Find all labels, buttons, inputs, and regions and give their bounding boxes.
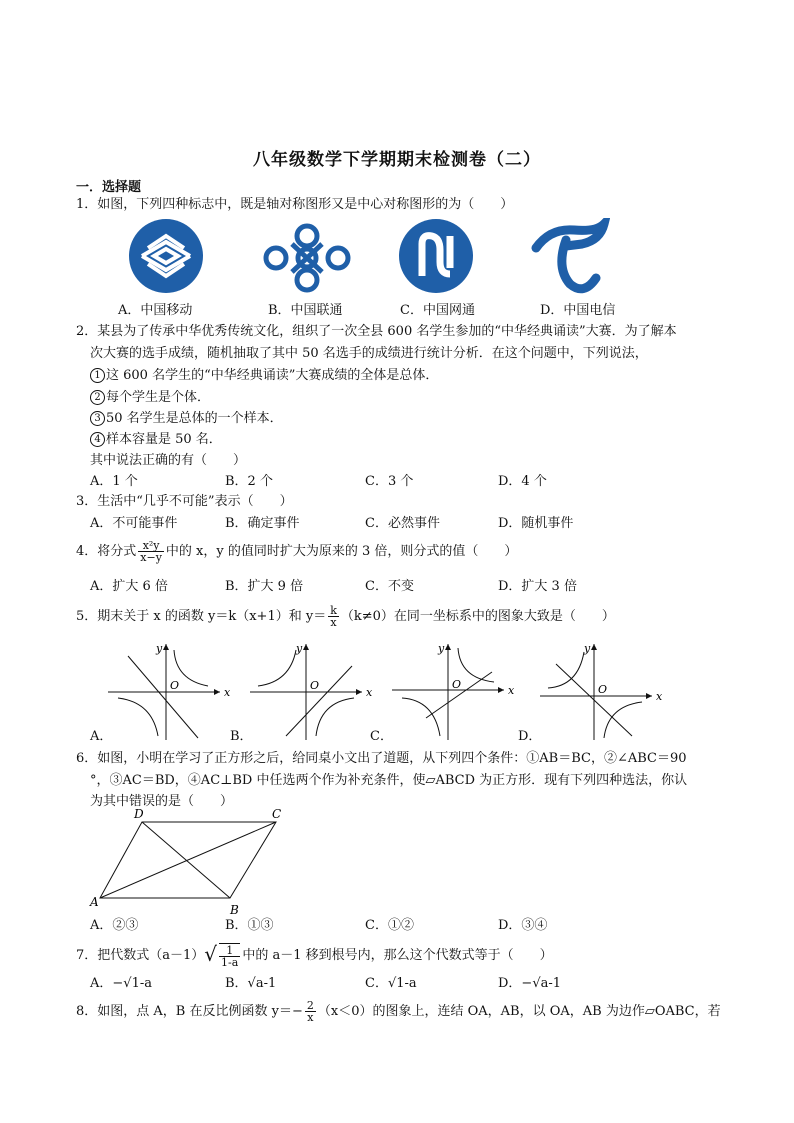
q7-option-c: C．√1-a — [365, 976, 417, 991]
q5-stem: 5．期末关于 x 的函数 y＝k（x+1）和 y＝ $\frac{k}{x}$ （k≠0）在同一坐标系中的图象大致是（ ） — [76, 604, 615, 629]
q2-statement-3: 3 50 名学生是总体的一个样本． — [90, 410, 283, 428]
q1-stem: 1．如图，下列四种标志中，既是轴对称图形又是中心对称图形的为（ ） — [76, 197, 514, 212]
radical-sign: √ — [204, 942, 218, 966]
china-telecom-logo — [530, 218, 610, 300]
circled-3: 3 — [90, 411, 105, 426]
svg-text:B: B — [230, 903, 239, 916]
q6-option-a: A．②③ — [90, 918, 139, 933]
circled-4: 4 — [90, 432, 105, 447]
q2-ask: 其中说法正确的有（ ） — [90, 453, 247, 468]
q3-option-a: A．不可能事件 — [90, 516, 178, 531]
section-heading: 一．选择题 — [76, 180, 142, 195]
svg-text:A: A — [90, 895, 99, 909]
q3-option-b: B．确定事件 — [225, 516, 300, 531]
q2-stem-1: 2．某县为了传承中华优秀传统文化，组织了一次全县 600 名学生参加的“中华经典诵读”大赛．为了解本 — [76, 324, 677, 339]
q3-option-c: C．必然事件 — [365, 516, 440, 531]
svg-text:O: O — [310, 679, 320, 692]
q7-option-a: A．−√1-a — [90, 976, 152, 991]
q5-graph-c — [392, 640, 524, 740]
q4-fraction: $\frac{\text{x²y}}{x-y}$ — [140, 539, 162, 564]
q8-stem: 8．如图，点 A，B 在反比例函数 y＝− $\frac{2}{x}$ （x＜0）的图象上，连结 OA，AB，以 OA，AB 为边作▱OABC，若 — [76, 999, 721, 1024]
q2-stem-2: 次大赛的选手成绩，随机抽取了其中 50 名选手的成绩进行统计分析．在这个问题中，下列说法， — [90, 346, 648, 361]
svg-text:O: O — [598, 683, 608, 696]
circled-2: 2 — [90, 390, 105, 405]
q1-option-d: D．中国电信 — [540, 303, 616, 318]
q6-line-1: 6．如图，小明在学习了正方形之后，给同桌小文出了道题，从下列四个条件：①AB＝BC，②∠ABC＝90 — [76, 751, 687, 766]
q5-label-a: A． — [90, 729, 113, 744]
svg-text:y: y — [584, 642, 591, 655]
svg-text:C: C — [272, 807, 282, 821]
q3-option-d: D．随机事件 — [498, 516, 574, 531]
q6-option-b: B．①③ — [225, 918, 274, 933]
q2-option-b: B．2 个 — [225, 474, 273, 489]
svg-text:y: y — [156, 642, 163, 655]
q6-option-d: D．③④ — [498, 918, 548, 933]
china-netcom-logo — [398, 218, 474, 298]
svg-text:y: y — [438, 642, 445, 655]
q8-fraction: $\frac{2}{x}$ — [306, 999, 314, 1024]
circled-1: 1 — [90, 368, 105, 383]
svg-text:O: O — [170, 679, 180, 692]
q1-option-c: C．中国网通 — [400, 303, 475, 318]
q5-graph-d — [540, 640, 672, 740]
q4-option-d: D．扩大 3 倍 — [498, 579, 577, 594]
q1-option-a: A．中国移动 — [118, 303, 193, 318]
q5-label-c: C． — [370, 729, 393, 744]
q6-parallelogram-figure — [86, 806, 296, 916]
china-unicom-logo — [262, 222, 352, 298]
q2-statement-1: 1 这 600 名学生的“中华经典诵读”大赛成绩的全体是总体． — [90, 367, 438, 385]
q2-statement-4: 4 样本容量是 50 名． — [90, 431, 222, 449]
q7-fraction: $\frac{1}{1-a}$ — [221, 944, 239, 969]
q5-graph-a — [108, 640, 240, 740]
svg-text:x: x — [656, 690, 663, 703]
q3-stem: 3．生活中“几乎不可能”表示（ ） — [76, 494, 293, 509]
china-mobile-logo — [128, 218, 204, 298]
q2-statement-2: 2 每个学生是个体． — [90, 389, 210, 407]
q7-option-d: D．−√a-1 — [498, 976, 562, 991]
q5-graph-b — [250, 640, 382, 740]
q2-option-c: C．3 个 — [365, 474, 414, 489]
q6-line-3: 为其中错误的是（ ） — [90, 794, 234, 809]
q4-option-a: A．扩大 6 倍 — [90, 579, 168, 594]
q7-option-b: B．√a-1 — [225, 976, 277, 991]
q4-stem: 4．将分式 $\frac{\text{x²y}}{x-y}$ 中的 x，y 的值同时扩大为原来的 3 倍，则分式的值（ ） — [76, 539, 518, 564]
q2-option-a: A．1 个 — [90, 474, 138, 489]
q1-option-b: B．中国联通 — [268, 303, 343, 318]
q6-option-c: C．①② — [365, 918, 414, 933]
q5-label-d: D． — [518, 729, 542, 744]
q7-stem: 7．把代数式（a－1）√ $\frac{1}{1-a}$ 中的 a－1 移到根号内，那么这个代数式等于（ ） — [76, 942, 553, 969]
q6-line-2: °，③AC＝BD，④AC⊥BD 中任选两个作为补充条件，使▱ABCD 为正方形．现有下列四种选法，你认 — [90, 773, 688, 788]
svg-text:y: y — [296, 642, 303, 655]
svg-text:D: D — [134, 807, 144, 821]
q2-option-d: D．4 个 — [498, 474, 547, 489]
svg-text:x: x — [508, 684, 515, 697]
q4-option-c: C．不变 — [365, 579, 414, 594]
q5-fraction: $\frac{k}{x}$ — [330, 604, 337, 629]
page-title: 八年级数学下学期期末检测卷（二） — [253, 150, 541, 170]
svg-text:O: O — [452, 678, 462, 691]
svg-text:x: x — [224, 686, 231, 699]
svg-text:x: x — [366, 686, 373, 699]
q4-option-b: B．扩大 9 倍 — [225, 579, 304, 594]
q5-label-b: B． — [230, 729, 253, 744]
